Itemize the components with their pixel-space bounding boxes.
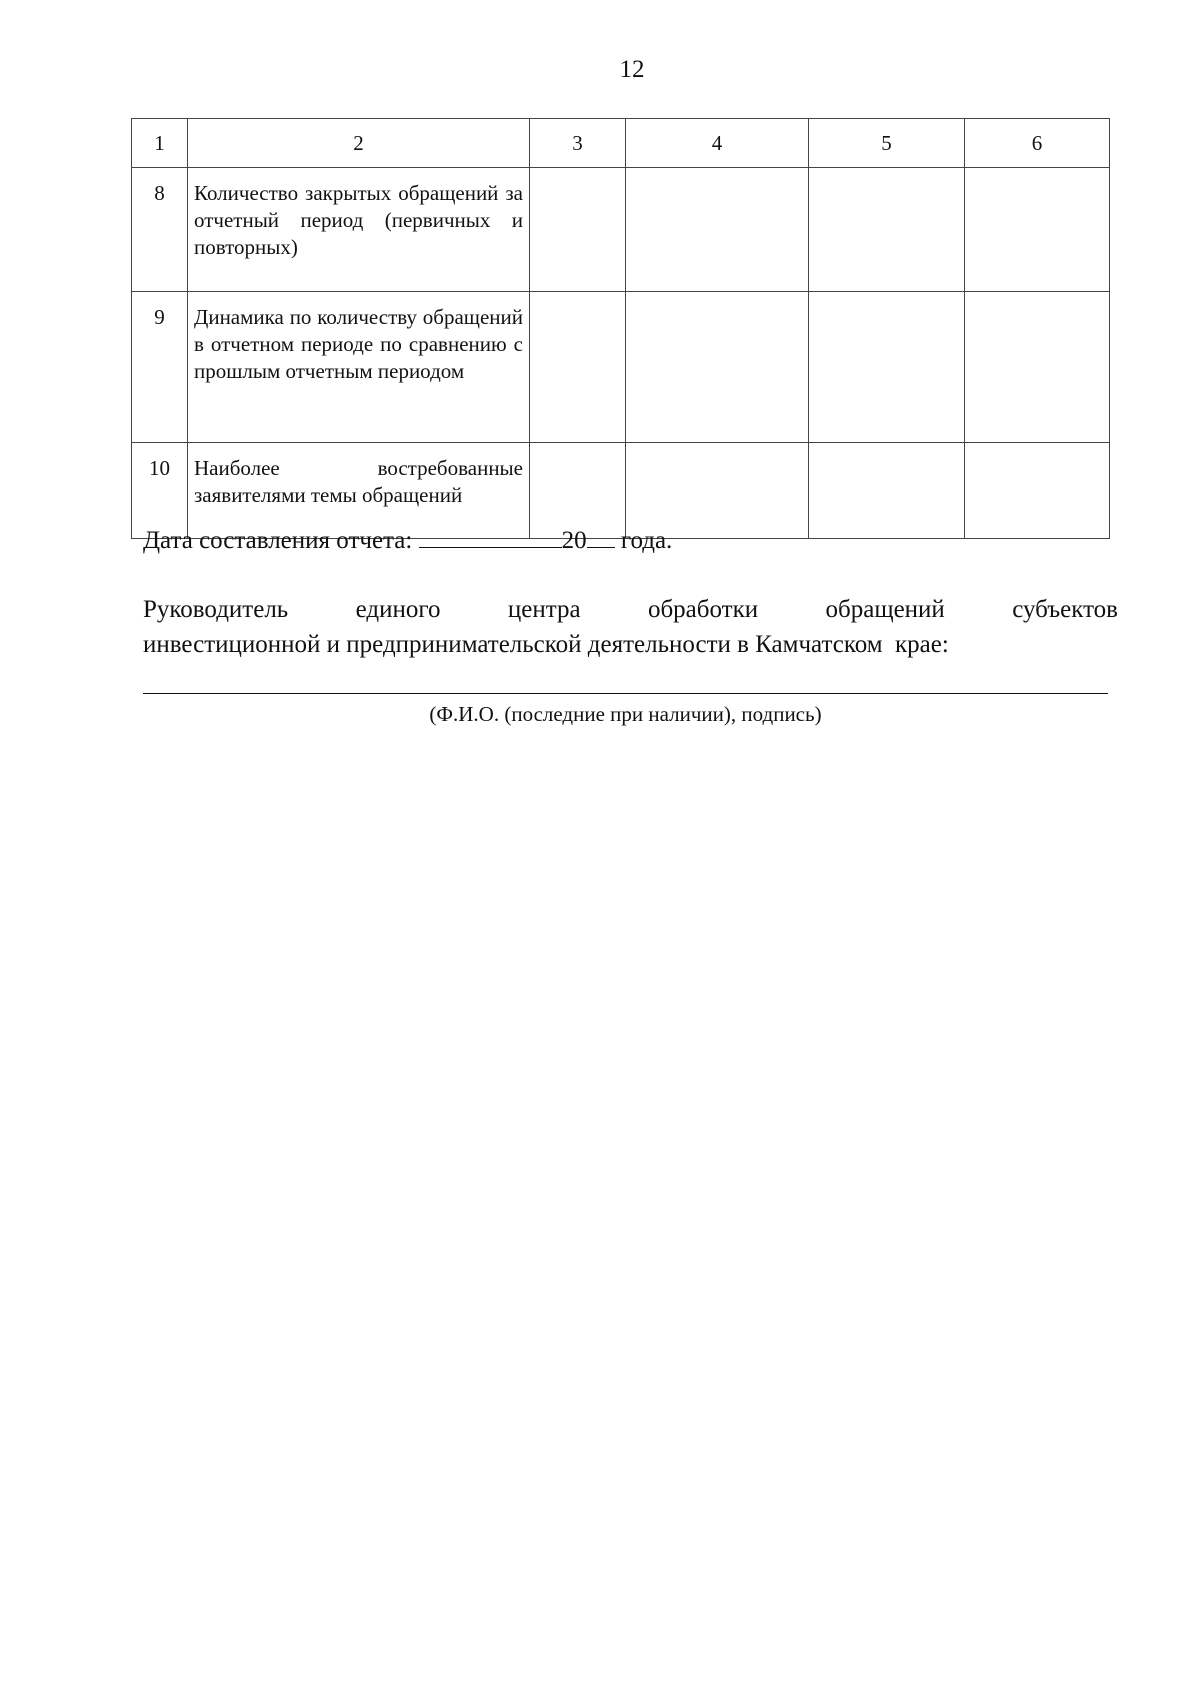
- director-word: обработки: [647, 596, 759, 623]
- column-header: 5: [809, 119, 965, 168]
- date-label: Дата составления отчета:: [143, 527, 419, 554]
- year-blank-field: [587, 521, 615, 548]
- row-description: Количество закрытых обращений за отчетный период (первичных и повторных): [188, 168, 530, 292]
- column-header: 3: [530, 119, 626, 168]
- row-description: Наиболее востребованные заявителями темы обращений: [188, 443, 530, 539]
- director-title: [143, 592, 1118, 662]
- director-word: единого: [355, 596, 441, 623]
- table-row: [132, 168, 1110, 292]
- column-header: 1: [132, 119, 188, 168]
- director-word: центра: [507, 596, 581, 623]
- report-date-line: [143, 521, 672, 557]
- table-cell: [809, 292, 965, 443]
- row-number: 8: [132, 168, 188, 292]
- column-header: 6: [965, 119, 1110, 168]
- table-cell: [809, 168, 965, 292]
- table-row: [132, 292, 1110, 443]
- year-prefix: 20: [561, 527, 587, 554]
- table-cell: [965, 443, 1110, 539]
- table-cell: [809, 443, 965, 539]
- signature-caption: (Ф.И.О. (последние при наличии), подпись): [429, 702, 822, 726]
- page-number: 12: [619, 56, 645, 83]
- director-word: Руководитель: [143, 596, 289, 623]
- row-number: 9: [132, 292, 188, 443]
- report-table: [131, 118, 1110, 539]
- director-title-line-2: инвестиционной и предпринимательской деятельности в Камчатском крае:: [143, 631, 949, 658]
- table-cell: [965, 168, 1110, 292]
- row-description: Динамика по количеству обращений в отчетном периоде по сравнению с прошлым отчетным периодом: [188, 292, 530, 443]
- date-blank-field: [419, 521, 562, 548]
- director-word: субъектов: [1012, 596, 1118, 623]
- table-cell: [626, 168, 809, 292]
- table-cell: [530, 168, 626, 292]
- column-header: 2: [188, 119, 530, 168]
- director-word: обращений: [825, 596, 945, 623]
- signature-line: [143, 693, 1108, 694]
- table-cell: [530, 292, 626, 443]
- table-cell: [965, 292, 1110, 443]
- table-header-row: [132, 119, 1110, 168]
- column-header: 4: [626, 119, 809, 168]
- row-number: 10: [132, 443, 188, 539]
- table-cell: [626, 292, 809, 443]
- director-title-line-1: [143, 592, 1118, 627]
- date-suffix: года.: [614, 527, 673, 554]
